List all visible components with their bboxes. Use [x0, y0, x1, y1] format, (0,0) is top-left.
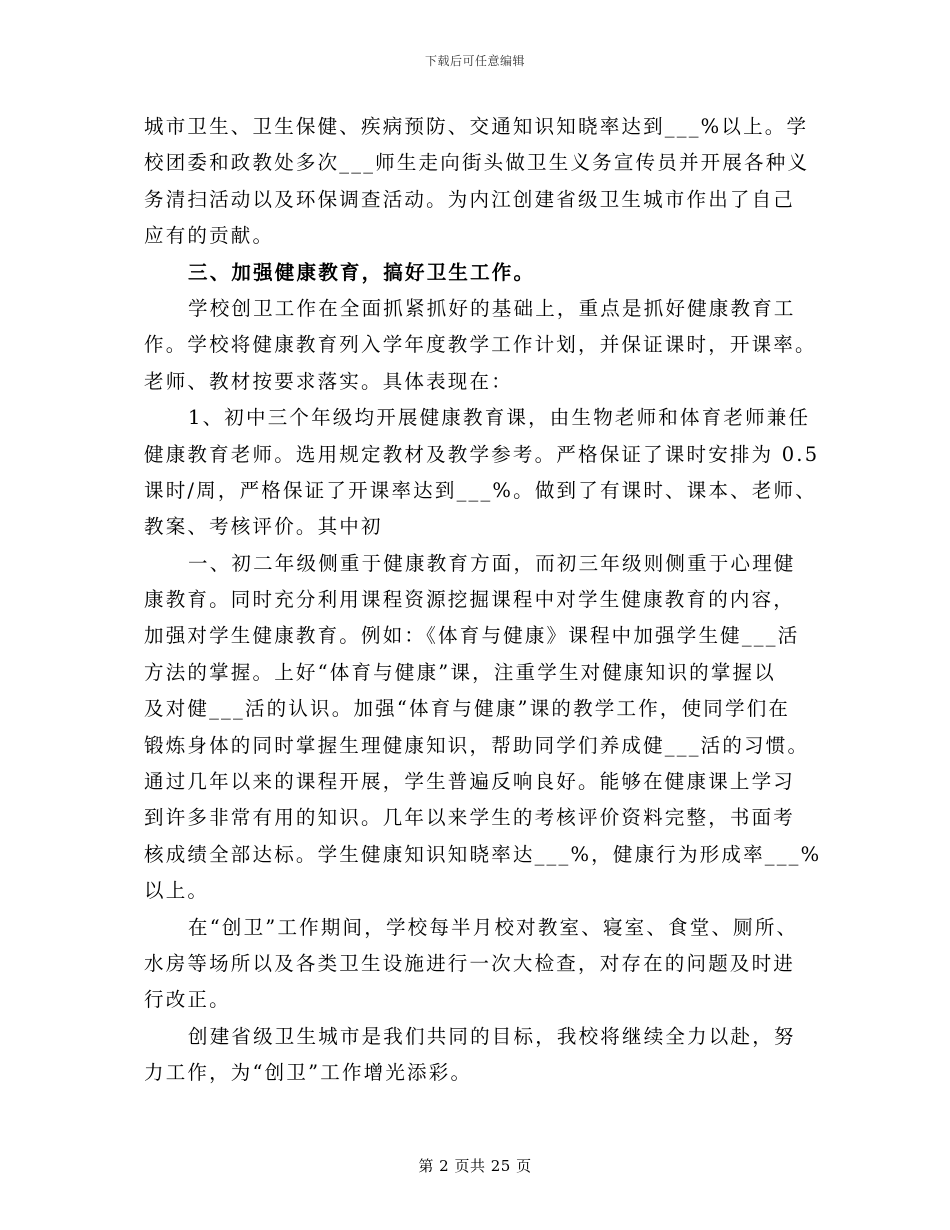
text-line: 以上。 — [144, 879, 210, 903]
text-line: 1、初中三个年级均开展健康教育课，由生物老师和体育老师兼任 — [188, 406, 811, 430]
text-line: 核成绩全部达标。学生健康知识知晓率达___%，健康行为形成率___% — [144, 842, 822, 866]
text-line: 学校创卫工作在全面抓紧抓好的基础上，重点是抓好健康教育工 — [188, 296, 796, 320]
text-line: 创建省级卫生城市是我们共同的目标，我校将继续全力以赴，努 — [188, 1024, 796, 1048]
text-line: 课时/周，严格保证了开课率达到___%。做到了有课时、课本、老师、 — [144, 478, 817, 502]
text-line: 行改正。 — [144, 988, 231, 1012]
text-line: 城市卫生、卫生保健、疾病预防、交通知识知晓率达到___%以上。学 — [144, 115, 809, 138]
text-line: 通过几年以来的课程开展，学生普遍反响良好。能够在健康课上学习 — [144, 770, 796, 794]
text-line: 应有的贡献。 — [144, 224, 275, 248]
section-heading: 三、加强健康教育，搞好卫生工作。 — [188, 260, 536, 284]
text-line: 康教育。同时充分利用课程资源挖掘课程中对学生健康教育的内容， — [144, 588, 796, 612]
page-number: 第 2 页共 25 页 — [418, 1157, 532, 1175]
text-line: 教案、考核评价。其中初 — [144, 515, 383, 539]
text-line: 加强对学生健康教育。例如：《体育与健康》课程中加强学生健___活 — [144, 624, 800, 648]
document-body — [144, 109, 822, 1092]
text-line: 务清扫活动以及环保调查活动。为内江创建省级卫生城市作出了自己 — [144, 187, 796, 211]
text-line: 方法的掌握。上好“体育与健康”课，注重学生对健康知识的掌握以 — [144, 660, 776, 684]
text-line: 一、初二年级侧重于健康教育方面，而初三年级则侧重于心理健 — [188, 551, 796, 575]
text-line: 到许多非常有用的知识。几年以来学生的考核评价资料完整，书面考 — [144, 806, 796, 830]
text-line: 及对健___活的认识。加强“体育与健康”课的教学工作，使同学们在 — [144, 697, 791, 721]
text-line: 作。学校将健康教育列入学年度教学工作计划，并保证课时，开课率。 — [144, 333, 817, 357]
text-line: 老师、教材按要求落实。具体表现在： — [144, 369, 513, 393]
page-header: 下载后可任意编辑 — [424, 54, 525, 68]
text-line: 在“创卫”工作期间，学校每半月校对教室、寝室、食堂、厕所、 — [188, 915, 799, 939]
text-line: 力工作，为“创卫”工作增光添彩。 — [144, 1061, 473, 1085]
text-line: 锻炼身体的同时掌握生理健康知识，帮助同学们养成健___活的习惯。 — [144, 733, 810, 757]
text-line: 健康教育老师。选用规定教材及教学参考。严格保证了课时安排为 0.5 — [144, 442, 820, 466]
text-line: 校团委和政教处多次___师生走向街头做卫生义务宣传员并开展各种义 — [144, 151, 810, 175]
text-line: 水房等场所以及各类卫生设施进行一次大检查，对存在的问题及时进 — [144, 951, 796, 975]
